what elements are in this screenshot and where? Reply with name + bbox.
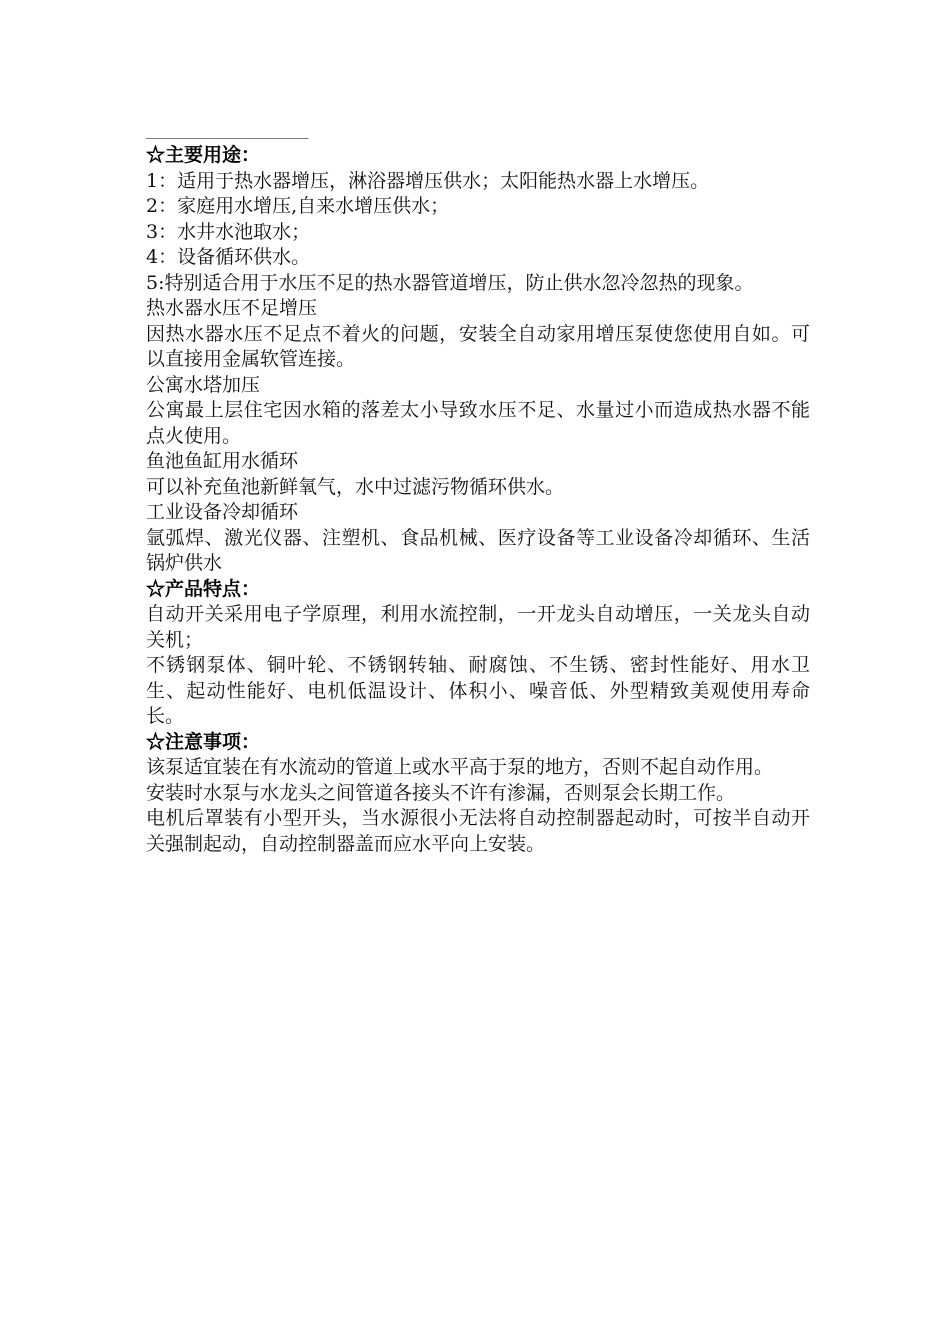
separator-line: __________________ <box>146 121 309 139</box>
paragraph: 氩弧焊、激光仪器、注塑机、食品机械、医疗设备等工业设备冷却循环、生活锅炉供水 <box>146 526 810 574</box>
subheading: 公寓水塔加压 <box>146 373 261 396</box>
section-heading-main-uses: ☆主要用途： <box>146 144 261 166</box>
subheading: 鱼池鱼缸用水循环 <box>146 450 299 472</box>
paragraph: 可以补充鱼池新鲜氧气，水中过滤污物循环供水。 <box>146 475 565 498</box>
paragraph: 4：设备循环供水。 <box>146 246 311 268</box>
paragraph: 2：家庭用水增压,自来水增压供水； <box>146 195 450 217</box>
paragraph: 3：水井水池取水； <box>146 220 311 243</box>
section-heading-precautions: ☆注意事项： <box>146 730 261 753</box>
paragraph: 电机后罩装有小型开头，当水源很小无法将自动控制器起动时，可按半自动开关强制起动，自动控制器盖而应水平向上安装。 <box>146 807 810 855</box>
document-body <box>146 118 810 857</box>
section-precautions <box>146 730 810 858</box>
paragraph: 公寓最上层住宅因水箱的落差太小导致水压不足、水量过小而造成热水器不能点火使用。 <box>146 399 810 447</box>
paragraph: 因热水器水压不足点不着火的问题，安装全自动家用增压泵使您使用自如。可以直接用金属软管连接。 <box>146 322 810 370</box>
paragraph: 自动开关采用电子学原理，利用水流控制，一开龙头自动增压，一关龙头自动关机； <box>146 603 810 651</box>
paragraph: 1：适用于热水器增压，淋浴器增压供水；太阳能热水器上水增压。 <box>146 169 710 192</box>
paragraph: 5:特别适合用于水压不足的热水器管道增压，防止供水忽冷忽热的现象。 <box>146 271 754 294</box>
section-product-features <box>146 577 810 730</box>
paragraph: 安装时水泵与水龙头之间管道各接头不许有渗漏，否则泵会长期工作。 <box>146 781 736 804</box>
subheading: 工业设备冷却循环 <box>146 501 299 523</box>
subheading: 热水器水压不足增压 <box>146 297 318 319</box>
paragraph: 该泵适宜装在有水流动的管道上或水平高于泵的地方，否则不起自动作用。 <box>146 756 774 778</box>
paragraph: 不锈钢泵体、铜叶轮、不锈钢转轴、耐腐蚀、不生锈、密封性能好、用水卫生、起动性能好、电机低温设计、体积小、噪音低、外型精致美观使用寿命长。 <box>146 654 810 727</box>
section-main-uses <box>146 143 810 577</box>
section-heading-product-features: ☆产品特点： <box>146 577 261 600</box>
